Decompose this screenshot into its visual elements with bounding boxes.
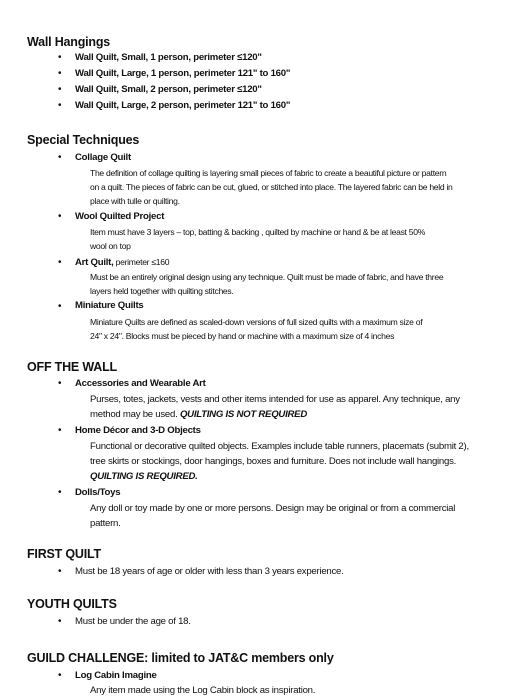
home-decor-desc-line-2: tree skirts or stockings, door hangings, boxes and furniture. Does not include wall hangings.	[90, 456, 457, 467]
quilting-required: QUILTING IS REQUIRED.	[90, 471, 198, 482]
wool-desc-line-2: wool on top	[90, 241, 131, 251]
home-decor-title: Home Décor and 3-D Objects	[75, 425, 201, 436]
miniature-quilts-title: Miniature Quilts	[75, 300, 144, 311]
bullet: •	[58, 152, 62, 163]
art-desc-line-2: layers held together with quilting stitches.	[90, 286, 234, 296]
log-cabin-title: Log Cabin Imagine	[75, 670, 157, 681]
collage-desc-line-1: The definition of collage quilting is layering small pieces of fabric to create a beautiful picture or pattern	[90, 168, 447, 178]
bullet: •	[58, 211, 62, 222]
collage-quilt-title: Collage Quilt	[75, 152, 131, 163]
art-quilt-title-row	[75, 257, 169, 268]
dolls-desc-line-1: Any doll or toy made by one or more persons. Design may be original or from a commercial	[90, 503, 456, 514]
off-the-wall-heading: OFF THE WALL	[27, 360, 117, 374]
bullet: •	[58, 301, 62, 312]
wall-quilt-item-4: Wall Quilt, Large, 2 person, perimeter 121" to 160"	[75, 100, 291, 111]
first-quilt-requirement: Must be 18 years of age or older with less than 3 years experience.	[75, 566, 344, 577]
wall-quilt-item-1: Wall Quilt, Small, 1 person, perimeter ≤120"	[75, 52, 262, 63]
bullet: •	[58, 566, 62, 577]
log-cabin-desc: Any item made using the Log Cabin block as inspiration.	[90, 685, 316, 696]
wall-quilt-item-2: Wall Quilt, Large, 1 person, perimeter 121" to 160"	[75, 68, 291, 79]
dolls-desc-line-2: pattern.	[90, 518, 121, 529]
accessories-desc-line-2	[90, 409, 307, 420]
miniature-desc-line-2: 24" x 24". Blocks must be pieced by hand or machine with a maximum size of 4 inches	[90, 331, 395, 341]
youth-quilts-requirement: Must be under the age of 18.	[75, 616, 191, 627]
youth-quilts-heading: YOUTH QUILTS	[27, 597, 117, 611]
guild-challenge-heading: GUILD CHALLENGE: limited to JAT&C members only	[27, 651, 334, 665]
miniature-desc-line-1: Miniature Quilts are defined as scaled-down versions of full sized quilts with a maximum size of	[90, 317, 423, 327]
accessories-title: Accessories and Wearable Art	[75, 378, 206, 389]
bullet: •	[58, 257, 62, 268]
bullet: •	[58, 670, 62, 681]
first-quilt-heading: FIRST QUILT	[27, 547, 101, 561]
wool-desc-line-1: Item must have 3 layers – top, batting & backing , quilted by machine or hand & be at least 50%	[90, 227, 426, 237]
bullet: •	[58, 487, 62, 498]
collage-desc-line-2: on a quilt. The pieces of fabric can be cut, glued, or stitched into place. The layered fabric can be held in	[90, 182, 453, 192]
accessories-desc-line-1: Purses, totes, jackets, vests and other items intended for use as apparel. Any technique, any	[90, 394, 460, 405]
bullet: •	[58, 68, 62, 79]
wall-quilt-item-3: Wall Quilt, Small, 2 person, perimeter ≤120"	[75, 84, 262, 95]
wall-hangings-heading: Wall Hangings	[27, 35, 111, 49]
art-quilt-perimeter: perimeter ≤160	[113, 257, 170, 267]
art-quilt-title: Art Quilt,	[75, 257, 114, 268]
bullet: •	[58, 616, 62, 627]
accessories-method-text: method may be used.	[90, 409, 180, 420]
wool-project-title: Wool Quilted Project	[75, 211, 165, 222]
bullet: •	[58, 378, 62, 389]
quilting-not-required: QUILTING IS NOT REQUIRED	[179, 409, 308, 420]
bullet: •	[58, 52, 62, 63]
bullet: •	[58, 100, 62, 111]
art-desc-line-1: Must be an entirely original design using any technique. Quilt must be made of fabric, and have three	[90, 272, 444, 282]
bullet: •	[58, 84, 62, 95]
bullet: •	[58, 425, 62, 436]
dolls-toys-title: Dolls/Toys	[75, 487, 121, 498]
home-decor-desc-line-1: Functional or decorative quilted objects. Examples include table runners, placemats (submit 2),	[90, 441, 469, 452]
special-techniques-heading: Special Techniques	[27, 133, 140, 147]
collage-desc-line-3: place with tulle or quilting.	[90, 196, 180, 206]
